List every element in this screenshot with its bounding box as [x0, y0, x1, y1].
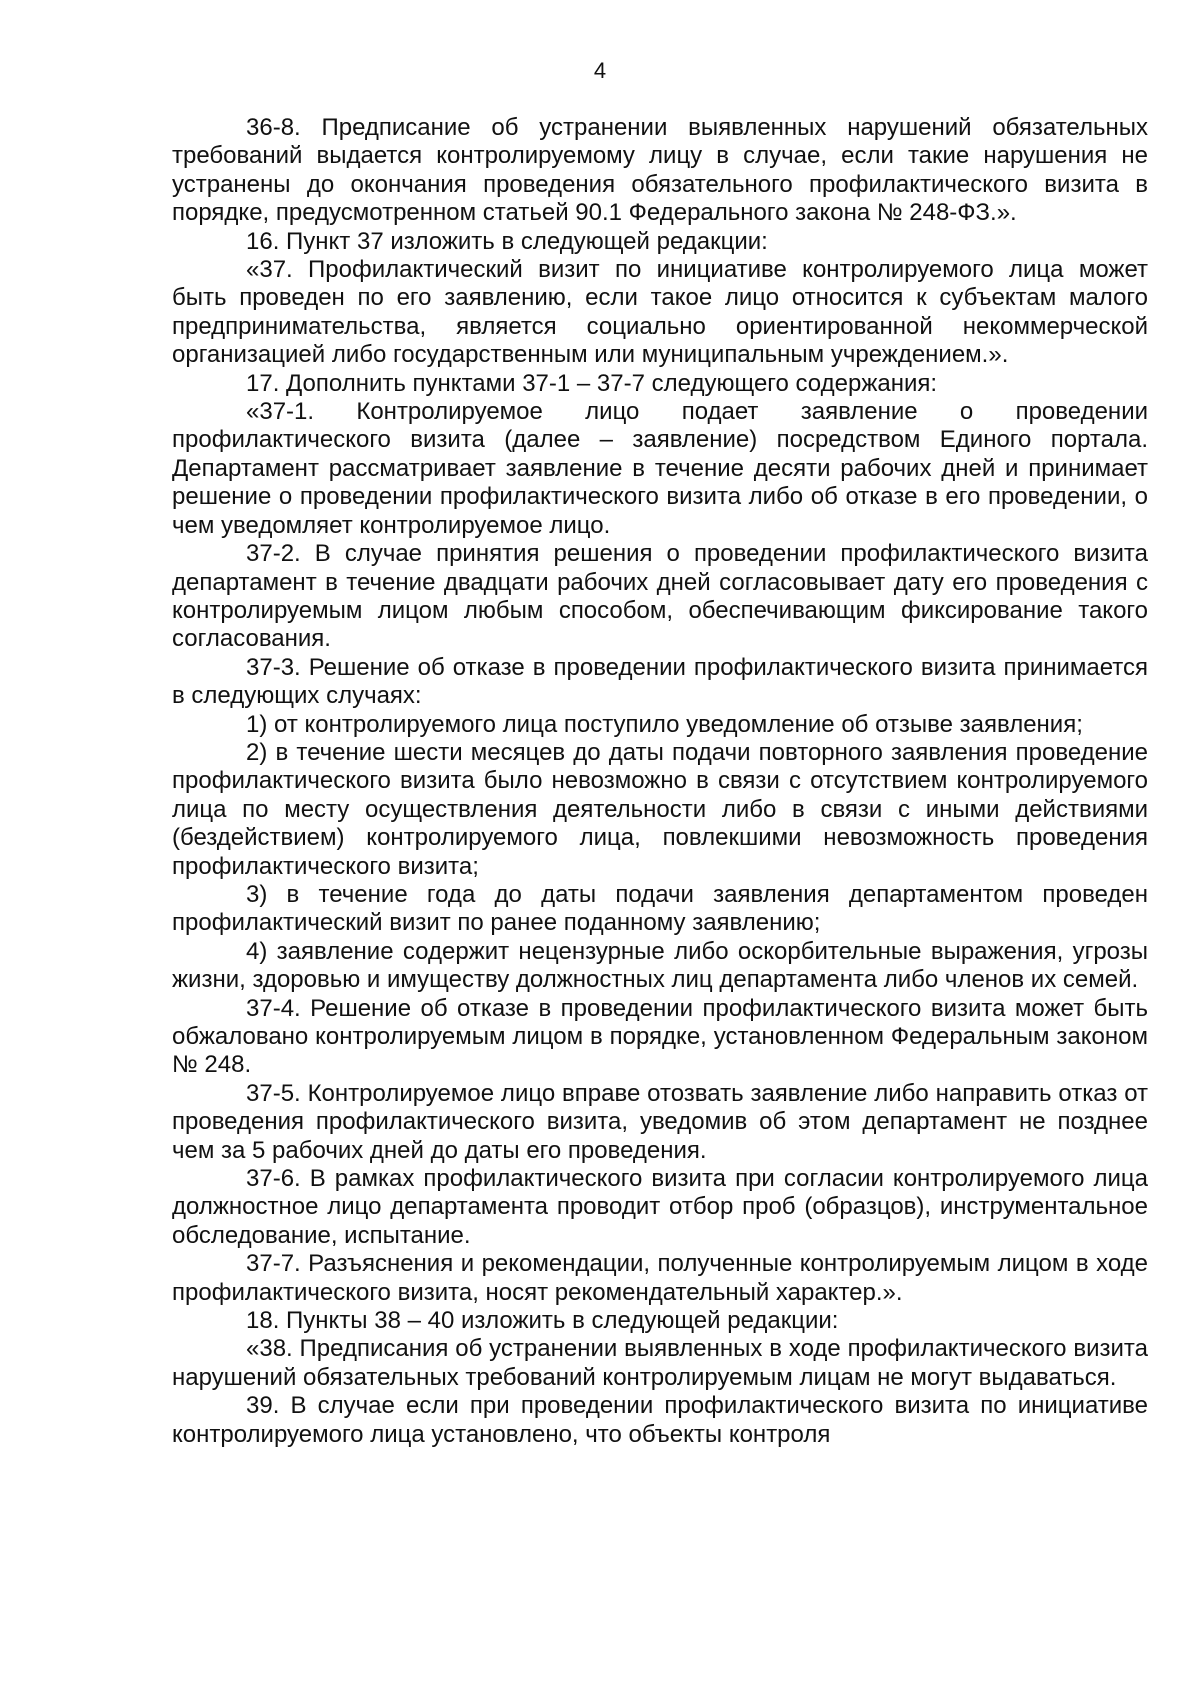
paragraph-37-3: 37-3. Решение об отказе в проведении профилактического визита принимается в следующих случаях: — [172, 653, 1148, 710]
paragraph-item-17: 17. Дополнить пунктами 37-1 – 37-7 следующего содержания: — [246, 369, 938, 397]
paragraph-37-7: 37-7. Разъяснения и рекомендации, полученные контролируемым лицом в ходе профилактического визита, носят рекомендательный характер.». — [172, 1250, 1148, 1306]
paragraph-37-6: 37-6. В рамках профилактического визита при согласии контролируемого лица должностное лицо департамента проводит отбор проб (образцов), инструментальное обследование, испытание. — [172, 1165, 1148, 1249]
paragraph-37-1: «37-1. Контролируемое лицо подает заявление о проведении профилактического визита (далее – заявление) посредством Единого портала. Департамент рассматривает заявление в течение десяти рабочих дней и принимает решение о проведении профилактического визита либо об отказе в его проведении, о чем уведомляет контролируемое лицо. — [172, 398, 1148, 539]
paragraph-38: «38. Предписания об устранении выявленных в ходе профилактического визита нарушений обязательных требований контролируемым лицам не могут выдаваться. — [172, 1335, 1148, 1391]
paragraph-item-16: 16. Пункт 37 изложить в следующей редакции: — [246, 227, 768, 255]
paragraph-37-2: 37-2. В случае принятия решения о проведении профилактического визита департамент в течение двадцати рабочих дней согласовывает дату его проведения с контролируемым лицом любым способом, обеспечивающим фиксирование такого согласования. — [172, 540, 1148, 653]
document-body — [172, 114, 1148, 1449]
paragraph-37-4: 37-4. Решение об отказе в проведении профилактического визита может быть обжаловано контролируемым лицом в порядке, установленном Федеральным законом № 248. — [172, 994, 1148, 1079]
page-number: 4 — [593, 58, 607, 83]
paragraph-37-3-case-1: 1) от контролируемого лица поступило уведомление об отзыве заявления; — [246, 710, 1083, 738]
paragraph-36-8: 36-8. Предписание об устранении выявленных нарушений обязательных требований выдается контролируемому лицу в случае, если такие нарушения не устранены до окончания проведения обязательного профилактического визита в порядке, предусмотренном статьей 90.1 Федерального закона № 248-ФЗ.». — [172, 114, 1148, 227]
paragraph-37-3-case-3: 3) в течение года до даты подачи заявления департаментом проведен профилактический визит по ранее поданному заявлению; — [172, 880, 1148, 937]
paragraph-item-18: 18. Пункты 38 – 40 изложить в следующей редакции: — [246, 1307, 839, 1335]
paragraph-37-5: 37-5. Контролируемое лицо вправе отозвать заявление либо направить отказ от проведения профилактического визита, уведомив об этом департамент не позднее чем за 5 рабочих дней до даты его проведения. — [172, 1079, 1148, 1164]
paragraph-39: 39. В случае если при проведении профилактического визита по инициативе контролируемого лица установлено, что объекты контроля — [172, 1392, 1148, 1448]
paragraph-37-3-case-4: 4) заявление содержит нецензурные либо оскорбительные выражения, угрозы жизни, здоровью и имуществу должностных лиц департамента либо членов их семей. — [172, 937, 1148, 994]
paragraph-37: «37. Профилактический визит по инициативе контролируемого лица может быть проведен по его заявлению, если такое лицо относится к субъектам малого предпринимательства, является социально ориентированной некоммерческой организацией либо государственным или муниципальным учреждением.». — [172, 256, 1148, 369]
paragraph-37-3-case-2: 2) в течение шести месяцев до даты подачи повторного заявления проведение профилактического визита было невозможно в связи с отсутствием контролируемого лица по месту осуществления деятельности либо в связи с иными действиями (бездействием) контролируемого лица, повлекшими невозможность проведения профилактического визита; — [172, 738, 1148, 880]
